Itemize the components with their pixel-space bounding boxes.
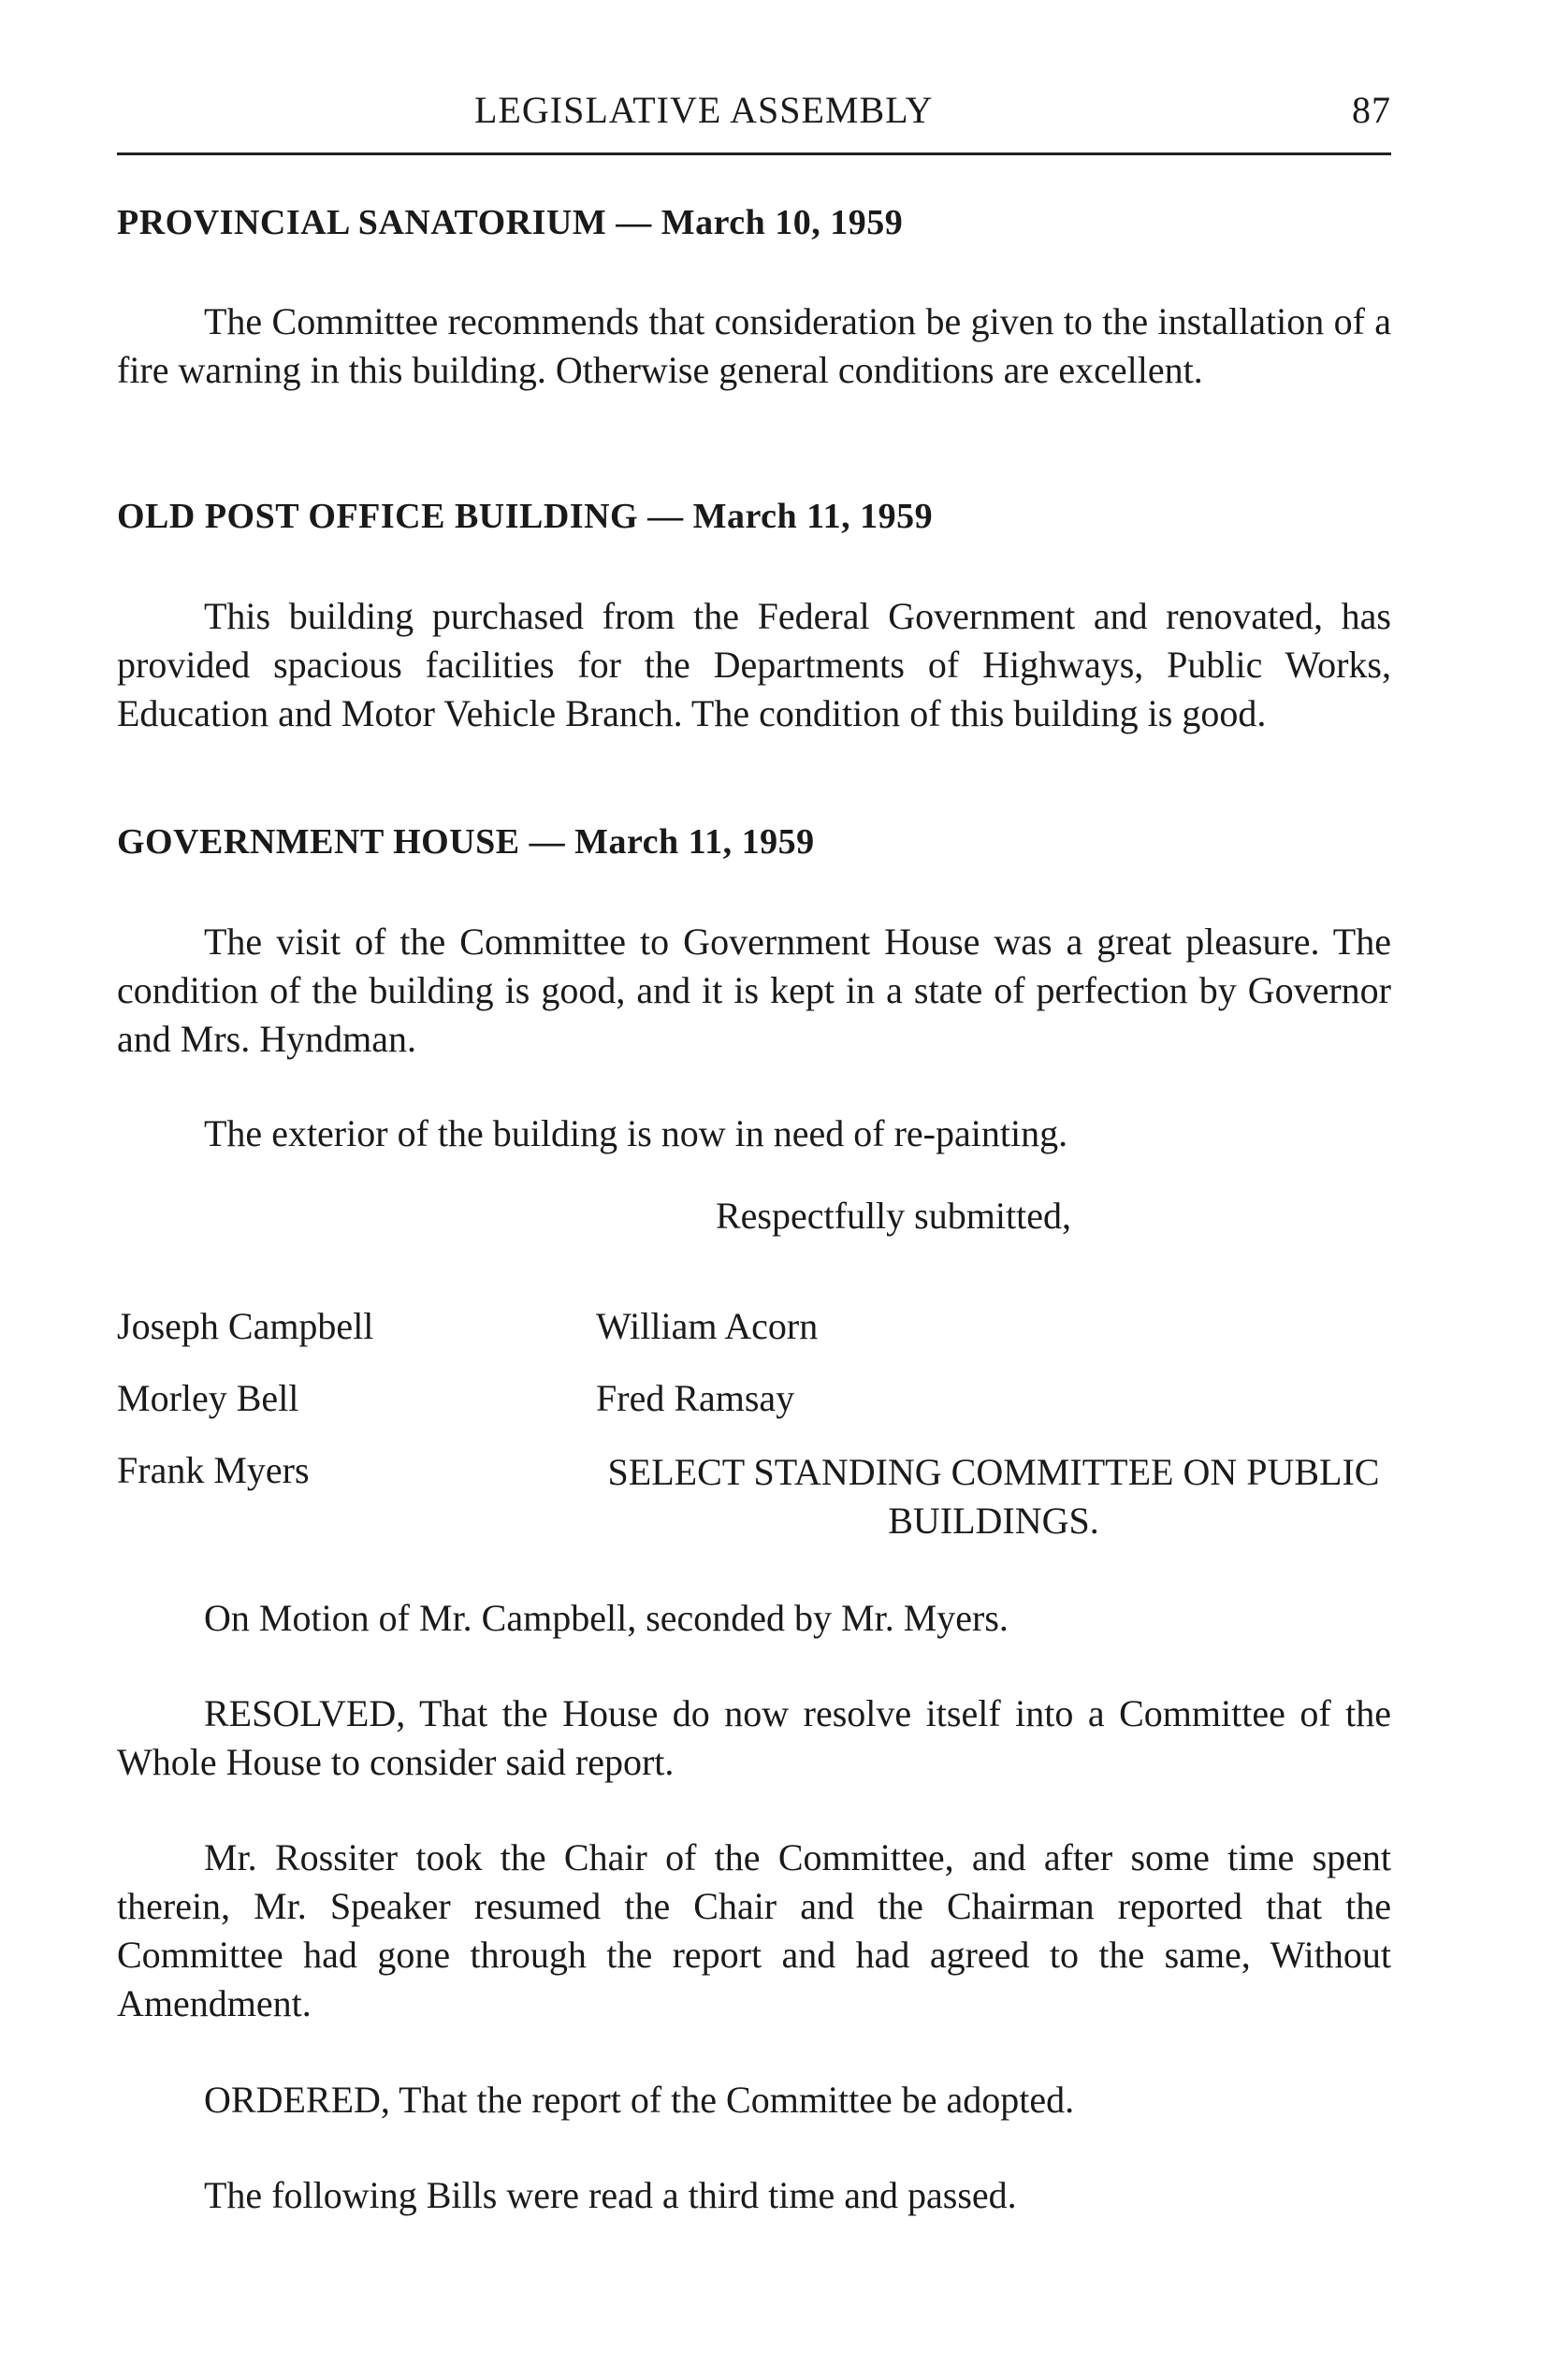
proceeding-resolved: RESOLVED, That the House do now resolve itself into a Committee of the Whole House to consider said report.: [117, 1692, 1391, 1783]
running-header: [117, 82, 1391, 142]
paragraph-government-house-1: The visit of the Committee to Government House was a great pleasure. The condition of the building is good, and it is kept in a state of perfection by Governor and Mrs. Hyndman.: [117, 921, 1391, 1060]
paragraph-sanatorium: The Committee recommends that consideration be given to the installation of a fire warning in this building. Otherwise general conditions are excellent.: [117, 300, 1391, 391]
signatory-left-1: Joseph Campbell: [117, 1305, 374, 1347]
running-title: LEGISLATIVE ASSEMBLY: [474, 89, 934, 131]
proceeding-ordered: ORDERED, That the report of the Committee be adopted.: [204, 2079, 1075, 2121]
signatory-right-1: William Acorn: [596, 1305, 819, 1347]
document-page: [117, 82, 1391, 2216]
proceeding-chair: Mr. Rossiter took the Chair of the Committee, and after some time spent therein, Mr. Speaker resumed the Chair and the Chairman reported that the Committee had gone through the report and had agreed to the same, Without Amendment.: [117, 1836, 1391, 2024]
signatory-left-3: Frank Myers: [117, 1449, 310, 1491]
signatory-left-2: Morley Bell: [117, 1377, 299, 1419]
proceeding-bills: The following Bills were read a third time and passed.: [204, 2174, 1017, 2216]
closing-line: Respectfully submitted,: [716, 1195, 1071, 1237]
section-heading-government-house: GOVERNMENT HOUSE — March 11, 1959: [117, 822, 815, 862]
page-number: 87: [1352, 89, 1391, 131]
paragraph-post-office: This building purchased from the Federal Government and renovated, has provided spacious facilities for the Departments of Highways, Public Works, Education and Motor Vehicle Branch. The condition of this building is good.: [117, 595, 1391, 734]
section-heading-sanatorium: PROVINCIAL SANATORIUM — March 10, 1959: [117, 203, 904, 242]
proceeding-motion: On Motion of Mr. Campbell, seconded by Mr. Myers.: [204, 1597, 1009, 1639]
header-rule: [117, 152, 1391, 155]
signatory-right-2: Fred Ramsay: [596, 1377, 795, 1419]
section-heading-post-office: OLD POST OFFICE BUILDING — March 11, 1959: [117, 497, 934, 536]
paragraph-government-house-2: The exterior of the building is now in need of re-painting.: [204, 1112, 1068, 1154]
committee-name: SELECT STANDING COMMITTEE ON PUBLIC BUILDINGS.: [607, 1451, 1380, 1542]
